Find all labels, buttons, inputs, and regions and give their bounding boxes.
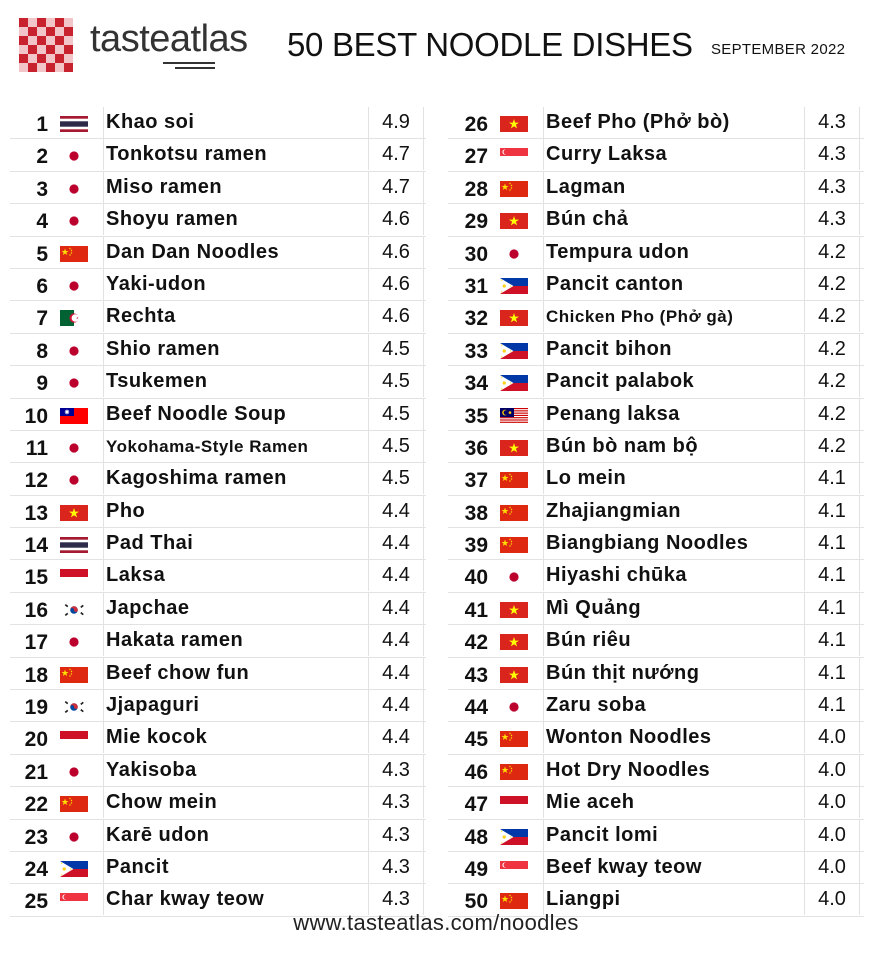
dish-rank: 20	[24, 728, 48, 752]
publish-date: SEPTEMBER 2022	[711, 41, 846, 58]
dish-row	[10, 172, 426, 204]
dish-rank: 41	[464, 598, 488, 622]
dish-name: Lo mein	[543, 463, 805, 494]
dish-row	[448, 237, 864, 269]
dish-rank: 11	[25, 436, 48, 460]
dish-name: Hakata ramen	[103, 625, 365, 656]
dish-rank: 24	[24, 857, 48, 881]
dish-name: Dan Dan Noodles	[103, 237, 365, 268]
vietnam-flag-icon	[500, 667, 528, 683]
dish-rank: 34	[464, 372, 488, 396]
dish-rank: 19	[24, 696, 48, 720]
dish-rank: 29	[464, 210, 488, 234]
taiwan-flag-icon	[60, 408, 88, 424]
logo-cell	[28, 27, 37, 36]
logo-cell	[19, 36, 28, 45]
dish-rank: 47	[464, 793, 488, 817]
footer-url[interactable]: www.tasteatlas.com/noodles	[293, 910, 579, 935]
logo-cell	[28, 54, 37, 63]
ranking-column-right	[448, 107, 864, 917]
logo-cell	[37, 18, 46, 27]
china-flag-icon	[500, 893, 528, 909]
dish-rating: 4.1	[804, 593, 860, 624]
dish-rank: 43	[464, 663, 488, 687]
dish-row	[448, 820, 864, 852]
logo-cell	[28, 45, 37, 54]
china-flag-icon	[500, 537, 528, 553]
logo-cell	[37, 54, 46, 63]
logo-cell	[37, 63, 46, 72]
dish-rank: 42	[464, 631, 488, 655]
dish-rank: 7	[36, 307, 48, 331]
dish-rating: 4.5	[368, 431, 424, 462]
dish-rating: 4.1	[804, 658, 860, 689]
logo-cell	[55, 27, 64, 36]
dish-row	[10, 528, 426, 560]
dish-row	[10, 334, 426, 366]
dish-row	[448, 107, 864, 139]
dish-name: Mì Quảng	[543, 593, 805, 624]
dish-rating: 4.4	[368, 625, 424, 656]
dish-rating: 4.6	[368, 204, 424, 235]
dish-name: Mie aceh	[543, 787, 805, 818]
dish-name: Bún chả	[543, 204, 805, 235]
dish-name: Laksa	[103, 560, 365, 591]
japan-flag-icon	[60, 634, 88, 650]
dish-row	[10, 755, 426, 787]
china-flag-icon	[500, 181, 528, 197]
dish-rank: 13	[24, 501, 48, 525]
dish-name: Mie kocok	[103, 722, 365, 753]
dish-name: Pad Thai	[103, 528, 365, 559]
dish-name: Pancit bihon	[543, 334, 805, 365]
logo-cell	[46, 45, 55, 54]
dish-rating: 4.5	[368, 463, 424, 494]
dish-name: Khao soi	[103, 107, 365, 138]
logo-cell	[64, 36, 73, 45]
dish-rank: 21	[24, 760, 48, 784]
dish-row	[10, 690, 426, 722]
dish-rank: 14	[24, 534, 48, 558]
logo-cell	[64, 18, 73, 27]
dish-rank: 48	[464, 825, 488, 849]
dish-name: Jjapaguri	[103, 690, 365, 721]
japan-flag-icon	[60, 375, 88, 391]
dish-name: Japchae	[103, 593, 365, 624]
china-flag-icon	[60, 796, 88, 812]
vietnam-flag-icon	[500, 602, 528, 618]
dish-name: Beef Pho (Phở bò)	[543, 107, 805, 138]
japan-flag-icon	[60, 148, 88, 164]
logo-cell	[64, 45, 73, 54]
logo-cell	[55, 63, 64, 72]
vietnam-flag-icon	[500, 213, 528, 229]
dish-rating: 4.4	[368, 496, 424, 527]
logo-cell	[28, 63, 37, 72]
dish-rating: 4.5	[368, 334, 424, 365]
dish-rating: 4.3	[804, 204, 860, 235]
dish-name: Shoyu ramen	[103, 204, 365, 235]
dish-rank: 32	[464, 307, 488, 331]
philippines-flag-icon	[500, 375, 528, 391]
dish-rank: 45	[464, 728, 488, 752]
logo-cell	[55, 54, 64, 63]
dish-row	[10, 301, 426, 333]
dish-rating: 4.2	[804, 366, 860, 397]
dish-rating: 4.2	[804, 269, 860, 300]
brand-underline-2	[175, 67, 215, 69]
logo-cell	[19, 18, 28, 27]
philippines-flag-icon	[60, 861, 88, 877]
dish-row	[448, 852, 864, 884]
dish-rank: 22	[24, 793, 48, 817]
dish-name: Curry Laksa	[543, 139, 805, 170]
dish-name: Hot Dry Noodles	[543, 755, 805, 786]
algeria-flag-icon	[60, 310, 88, 326]
dish-rank: 12	[24, 469, 48, 493]
china-flag-icon	[60, 246, 88, 262]
dish-row	[10, 269, 426, 301]
logo-cell	[28, 18, 37, 27]
dish-row	[10, 431, 426, 463]
singapore-flag-icon	[500, 148, 528, 164]
dish-name: Tonkotsu ramen	[103, 139, 365, 170]
dish-row	[10, 593, 426, 625]
dish-rating: 4.5	[368, 399, 424, 430]
dish-row	[448, 431, 864, 463]
philippines-flag-icon	[500, 278, 528, 294]
dish-row	[448, 334, 864, 366]
china-flag-icon	[500, 731, 528, 747]
dish-rank: 4	[36, 210, 48, 234]
dish-row	[448, 496, 864, 528]
logo-cell	[64, 63, 73, 72]
logo-cell	[19, 27, 28, 36]
dish-rank: 5	[36, 242, 48, 266]
dish-rating: 4.0	[804, 852, 860, 883]
japan-flag-icon	[60, 764, 88, 780]
dish-rating: 4.3	[804, 139, 860, 170]
logo-cell	[37, 36, 46, 45]
singapore-flag-icon	[500, 861, 528, 877]
dish-row	[10, 625, 426, 657]
dish-rating: 4.3	[368, 884, 424, 915]
dish-name: Pho	[103, 496, 365, 527]
dish-rank: 25	[24, 890, 48, 914]
dish-rank: 3	[36, 177, 48, 201]
dish-row	[448, 690, 864, 722]
dish-row	[448, 301, 864, 333]
dish-name: Beef chow fun	[103, 658, 365, 689]
dish-row	[10, 366, 426, 398]
dish-rank: 10	[24, 404, 48, 428]
logo-cell	[55, 18, 64, 27]
dish-name: Char kway teow	[103, 884, 365, 915]
dish-name: Tempura udon	[543, 237, 805, 268]
japan-flag-icon	[60, 829, 88, 845]
dish-rank: 26	[464, 113, 488, 136]
dish-name: Shio ramen	[103, 334, 365, 365]
logo-cell	[64, 27, 73, 36]
dish-rating: 4.4	[368, 690, 424, 721]
dish-name: Miso ramen	[103, 172, 365, 203]
dish-name: Pancit lomi	[543, 820, 805, 851]
indonesia-flag-icon	[500, 796, 528, 812]
japan-flag-icon	[60, 278, 88, 294]
dish-rating: 4.2	[804, 237, 860, 268]
vietnam-flag-icon	[500, 440, 528, 456]
japan-flag-icon	[60, 181, 88, 197]
dish-rank: 36	[464, 436, 488, 460]
vietnam-flag-icon	[500, 116, 528, 132]
logo-cell	[55, 36, 64, 45]
dish-rating: 4.3	[368, 755, 424, 786]
dish-rank: 40	[464, 566, 488, 590]
china-flag-icon	[500, 764, 528, 780]
dish-rating: 4.2	[804, 431, 860, 462]
dish-name: Yakisoba	[103, 755, 365, 786]
dish-name: Kagoshima ramen	[103, 463, 365, 494]
dish-row	[448, 139, 864, 171]
dish-rating: 4.0	[804, 787, 860, 818]
dish-name: Yokohama-Style Ramen	[103, 431, 365, 462]
dish-name: Beef Noodle Soup	[103, 399, 365, 430]
dish-name: Pancit	[103, 852, 365, 883]
vietnam-flag-icon	[500, 634, 528, 650]
korea-flag-icon	[60, 602, 88, 618]
dish-row	[10, 399, 426, 431]
dish-rank: 15	[24, 566, 48, 590]
dish-rating: 4.6	[368, 301, 424, 332]
japan-flag-icon	[500, 699, 528, 715]
malaysia-flag-icon	[500, 408, 528, 424]
brand-underline	[163, 62, 215, 64]
thailand-flag-icon	[60, 537, 88, 553]
dish-rating: 4.4	[368, 658, 424, 689]
dish-rating: 4.3	[368, 820, 424, 851]
dish-row	[10, 139, 426, 171]
japan-flag-icon	[500, 569, 528, 585]
dish-row	[448, 366, 864, 398]
china-flag-icon	[60, 667, 88, 683]
dish-row	[448, 755, 864, 787]
dish-rating: 4.0	[804, 755, 860, 786]
dish-rating: 4.0	[804, 722, 860, 753]
dish-row	[10, 820, 426, 852]
dish-rating: 4.4	[368, 560, 424, 591]
dish-row	[448, 463, 864, 495]
dish-name: Hiyashi chūka	[543, 560, 805, 591]
dish-row	[448, 172, 864, 204]
dish-rank: 6	[36, 274, 48, 298]
japan-flag-icon	[500, 246, 528, 262]
logo-cell	[46, 54, 55, 63]
dish-row	[448, 528, 864, 560]
dish-row	[448, 560, 864, 592]
page-title: 50 BEST NOODLE DISHES	[287, 26, 693, 63]
dish-rating: 4.2	[804, 301, 860, 332]
dish-name: Tsukemen	[103, 366, 365, 397]
dish-rating: 4.7	[368, 172, 424, 203]
dish-name: Chicken Pho (Phở gà)	[543, 301, 805, 332]
dish-name: Bún bò nam bộ	[543, 431, 805, 462]
ranking-column-left	[10, 107, 426, 917]
dish-rank: 46	[464, 760, 488, 784]
dish-name: Chow mein	[103, 787, 365, 818]
dish-rating: 4.0	[804, 820, 860, 851]
dish-name: Rechta	[103, 301, 365, 332]
dish-rank: 49	[464, 857, 488, 881]
dish-rating: 4.1	[804, 463, 860, 494]
dish-name: Pancit canton	[543, 269, 805, 300]
dish-rank: 8	[36, 339, 48, 363]
thailand-flag-icon	[60, 116, 88, 132]
dish-rank: 17	[24, 631, 48, 655]
header	[0, 0, 872, 90]
dish-rank: 38	[464, 501, 488, 525]
vietnam-flag-icon	[500, 310, 528, 326]
dish-rating: 4.1	[804, 690, 860, 721]
dish-rating: 4.1	[804, 528, 860, 559]
vietnam-flag-icon	[60, 505, 88, 521]
dish-name: Bún riêu	[543, 625, 805, 656]
logo-cell	[19, 45, 28, 54]
dish-name: Bún thịt nướng	[543, 658, 805, 689]
dish-row	[448, 722, 864, 754]
dish-rating: 4.6	[368, 269, 424, 300]
dish-rating: 4.5	[368, 366, 424, 397]
dish-rating: 4.2	[804, 399, 860, 430]
dish-name: Liangpi	[543, 884, 805, 915]
dish-row	[10, 237, 426, 269]
dish-rank: 16	[24, 598, 48, 622]
logo-cell	[19, 54, 28, 63]
dish-rank: 27	[464, 145, 488, 169]
dish-rank: 30	[464, 242, 488, 266]
dish-rank: 9	[36, 372, 48, 396]
dish-rating: 4.2	[804, 334, 860, 365]
dish-name: Penang laksa	[543, 399, 805, 430]
dish-name: Lagman	[543, 172, 805, 203]
dish-rating: 4.7	[368, 139, 424, 170]
dish-row	[10, 463, 426, 495]
dish-rank: 35	[464, 404, 488, 428]
dish-rating: 4.4	[368, 528, 424, 559]
singapore-flag-icon	[60, 893, 88, 909]
dish-rank: 18	[24, 663, 48, 687]
dish-row	[10, 496, 426, 528]
dish-name: Wonton Noodles	[543, 722, 805, 753]
indonesia-flag-icon	[60, 569, 88, 585]
dish-rating: 4.9	[368, 107, 424, 138]
dish-name: Zhajiangmian	[543, 496, 805, 527]
dish-name: Beef kway teow	[543, 852, 805, 883]
logo-cell	[28, 36, 37, 45]
logo-cell	[46, 18, 55, 27]
dish-rating: 4.4	[368, 722, 424, 753]
dish-rating: 4.3	[368, 852, 424, 883]
dish-row	[448, 658, 864, 690]
dish-row	[10, 560, 426, 592]
logo-cell	[55, 45, 64, 54]
dish-rating: 4.3	[804, 107, 860, 138]
dish-rating: 4.1	[804, 496, 860, 527]
dish-rating: 4.1	[804, 560, 860, 591]
dish-rating: 4.1	[804, 625, 860, 656]
dish-rank: 28	[464, 177, 488, 201]
japan-flag-icon	[60, 440, 88, 456]
dish-name: Yaki-udon	[103, 269, 365, 300]
dish-rank: 50	[464, 890, 488, 914]
logo-cell	[46, 63, 55, 72]
logo-cell	[19, 63, 28, 72]
brand-name: tasteatlas	[90, 18, 248, 60]
philippines-flag-icon	[500, 343, 528, 359]
dish-rank: 1	[36, 113, 48, 136]
japan-flag-icon	[60, 213, 88, 229]
dish-row	[448, 399, 864, 431]
logo-cell	[64, 54, 73, 63]
japan-flag-icon	[60, 343, 88, 359]
dish-row	[448, 593, 864, 625]
tasteatlas-logo-icon	[19, 18, 73, 72]
dish-rank: 33	[464, 339, 488, 363]
dish-row	[10, 852, 426, 884]
logo-cell	[46, 27, 55, 36]
logo-cell	[37, 45, 46, 54]
dish-rank: 37	[464, 469, 488, 493]
dish-row	[10, 107, 426, 139]
dish-row	[448, 787, 864, 819]
dish-row	[448, 269, 864, 301]
philippines-flag-icon	[500, 829, 528, 845]
dish-row	[10, 787, 426, 819]
japan-flag-icon	[60, 472, 88, 488]
dish-name: Karē udon	[103, 820, 365, 851]
dish-row	[10, 658, 426, 690]
china-flag-icon	[500, 472, 528, 488]
dish-rating: 4.0	[804, 884, 860, 915]
dish-row	[448, 625, 864, 657]
china-flag-icon	[500, 505, 528, 521]
dish-name: Zaru soba	[543, 690, 805, 721]
dish-rating: 4.6	[368, 237, 424, 268]
dish-name: Pancit palabok	[543, 366, 805, 397]
dish-rank: 39	[464, 534, 488, 558]
korea-flag-icon	[60, 699, 88, 715]
dish-rating: 4.4	[368, 593, 424, 624]
dish-row	[10, 722, 426, 754]
dish-rating: 4.3	[368, 787, 424, 818]
dish-rank: 23	[24, 825, 48, 849]
dish-rank: 44	[464, 696, 488, 720]
logo-cell	[37, 27, 46, 36]
logo-cell	[46, 36, 55, 45]
dish-rating: 4.3	[804, 172, 860, 203]
dish-rank: 31	[464, 274, 488, 298]
dish-name: Biangbiang Noodles	[543, 528, 805, 559]
dish-row	[448, 204, 864, 236]
indonesia-flag-icon	[60, 731, 88, 747]
dish-rank: 2	[36, 145, 48, 169]
dish-row	[10, 204, 426, 236]
